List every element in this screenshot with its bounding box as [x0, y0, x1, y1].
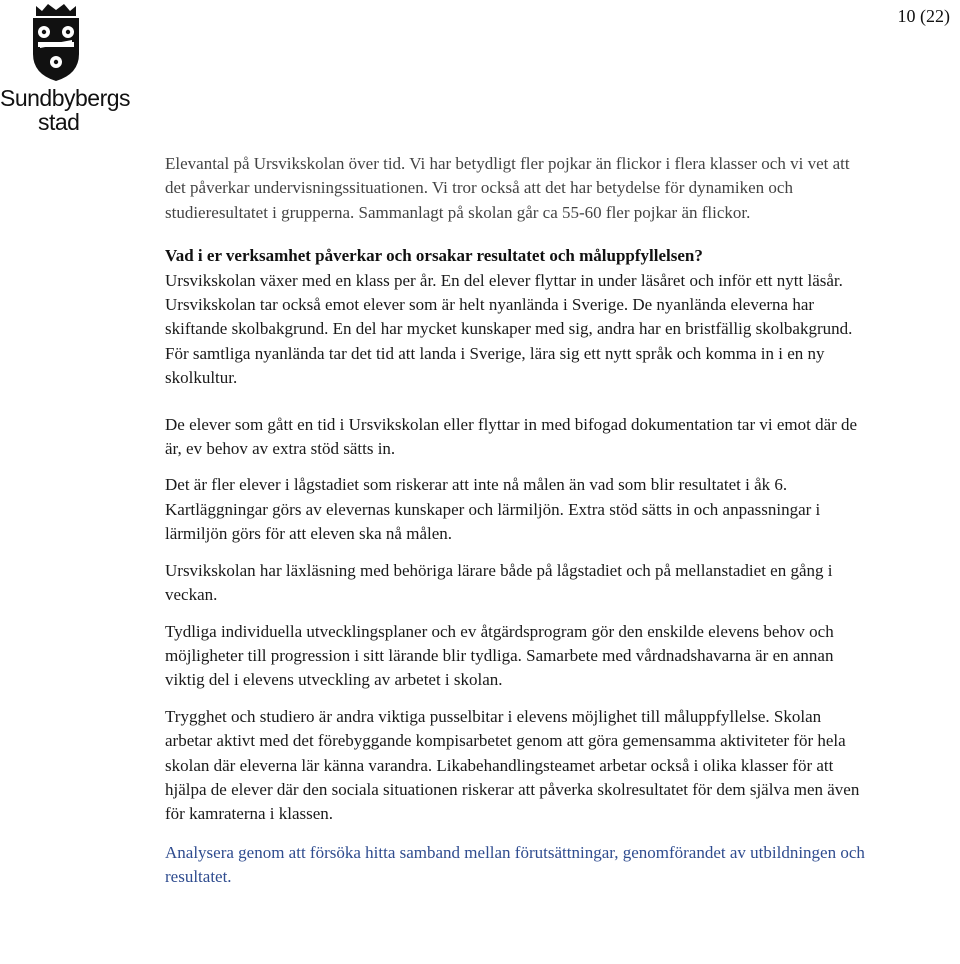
- paragraph-growth: Ursvikskolan växer med en klass per år. En del elever flyttar in under läsåret och inför ett nytt läsår.: [165, 270, 843, 290]
- logo-wordmark: [0, 86, 130, 134]
- paragraph-incoming-students: De elever som gått en tid i Ursvikskolan eller flyttar in med bifogad dokumentation tar vi emot där de är, ev behov av extra stöd sätts in.: [165, 414, 858, 459]
- paragraph-homework: Ursvikskolan har läxläsning med behöriga lärare både på lågstadiet och på mellanstadiet en gång i veckan.: [165, 560, 833, 605]
- paragraph-newcomers: Ursvikskolan tar också emot elever som är helt nyanlända i Sverige. De nyanlända eleverna har skiftande skolbakgrund. En del har mycket kunskaper med sig, andra har en bristfällig skolbakgrund. För samtliga nyanlända tar det tid att landa i Sverige, lära sig ett nytt språk och komma in i en ny skolkultur.: [165, 295, 853, 388]
- paragraph-student-count: Elevantal på Ursvikskolan över tid. Vi har betydligt fler pojkar än flickor i flera klasser och vi vet att det påverkar undervisningssituationen. Vi tror också att det har betydelse för dynamiken och studieresultatet i grupperna. Sammanlagt på skolan går ca 55-60 fler pojkar än flickor.: [165, 154, 850, 222]
- paragraph-development-plans: Tydliga individuella utvecklingsplaner och ev åtgärdsprogram gör den enskilde elevens behov och möjligheter till progression i sitt lärande blir tydliga. Samarbete med vårdnadshavarna är en annan viktig del i elevens utveckling av arbetet i skolan.: [165, 621, 834, 690]
- document-body: [165, 152, 865, 890]
- sundbyberg-logo: [0, 0, 131, 135]
- page-number: 10 (22): [897, 6, 950, 26]
- paragraph-safety: Trygghet och studiero är andra viktiga pusselbitar i elevens möjlighet till måluppfyllelse. Skolan arbetar aktivt med det förebyggande kompisarbetet genom att göra gemensamma aktiviteter för hela skolan där eleverna lär känna varandra. Likabehandlingsteamet arbetar också i olika klasser för att hjälpa de elever där den sociala situationen riskerar att påverka skolresultatet för dem själva men även för kamraterna i klassen.: [165, 706, 860, 824]
- section-heading: Vad i er verksamhet påverkar och orsakar resultatet och måluppfyllelsen?: [165, 246, 703, 266]
- logo-line-1: Sundbybergs: [0, 85, 131, 111]
- logo-line-2: stad: [38, 109, 80, 135]
- coat-of-arms-icon: [30, 2, 82, 82]
- paragraph-lower-grades: Det är fler elever i lågstadiet som riskerar att inte nå målen än vad som blir resultatet i åk 6. Kartläggningar görs av elevernas kunskaper och lärmiljön. Extra stöd sätts in och anpassningar i lärmiljön görs för att eleven ska nå målen.: [165, 475, 821, 544]
- instruction-text: Analysera genom att försöka hitta samband mellan förutsättningar, genomförandet av utbildningen och resultatet.: [165, 842, 865, 887]
